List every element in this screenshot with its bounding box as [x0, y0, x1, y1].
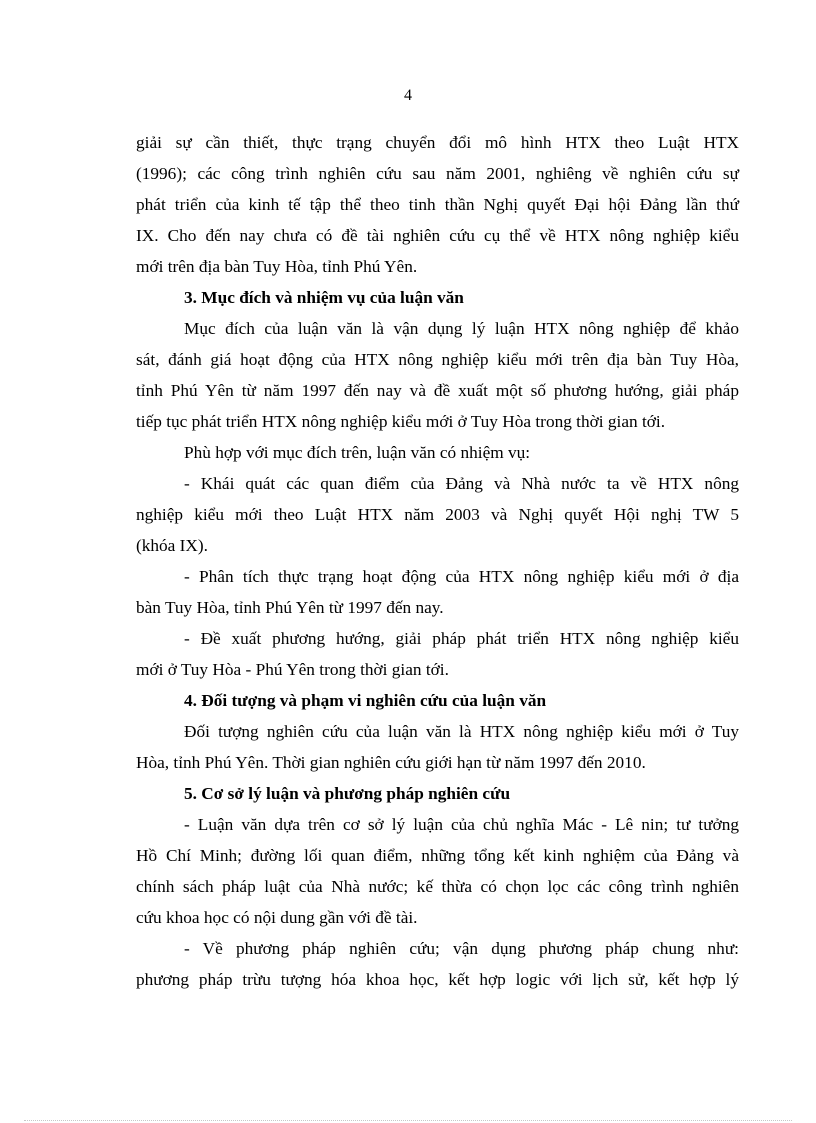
task-3-l2: mới ở Tuy Hòa - Phú Yên trong thời gian tới.	[136, 660, 449, 679]
page-content	[136, 127, 739, 995]
paragraph-intro-l1: giải sự cần thiết, thực trạng chuyển đổi mô hình HTX theo Luật HTX	[136, 133, 739, 152]
paragraph-basis-l1: - Luận văn dựa trên cơ sở lý luận của chủ nghĩa Mác - Lê nin; tư tưởng	[184, 815, 739, 834]
task-1-l2: nghiệp kiểu mới theo Luật HTX năm 2003 và Nghị quyết Hội nghị TW 5	[136, 505, 739, 524]
task-1-l1: - Khái quát các quan điểm của Đảng và Nhà nước ta về HTX nông	[184, 474, 739, 493]
paragraph-method-l2: phương pháp trừu tượng hóa khoa học, kết hợp logic với lịch sử, kết hợp lý	[136, 970, 739, 989]
heading-section-4: 4. Đối tượng và phạm vi nghiên cứu của luận văn	[184, 691, 547, 710]
paragraph-basis-l4: cứu khoa học có nội dung gần với đề tài.	[136, 908, 418, 927]
paragraph-purpose-l1: Mục đích của luận văn là vận dụng lý luận HTX nông nghiệp để khảo	[184, 319, 739, 338]
page-bottom-divider	[24, 1120, 792, 1121]
task-1-l3: (khóa IX).	[136, 536, 208, 555]
paragraph-tasks-intro: Phù hợp với mục đích trên, luận văn có nhiệm vụ:	[184, 443, 531, 462]
heading-section-3: 3. Mục đích và nhiệm vụ của luận văn	[184, 288, 464, 307]
paragraph-purpose-l4: tiếp tục phát triển HTX nông nghiệp kiểu mới ở Tuy Hòa trong thời gian tới.	[136, 412, 666, 431]
paragraph-purpose-l3: tỉnh Phú Yên từ năm 1997 đến nay và đề xuất một số phương hướng, giải pháp	[136, 381, 739, 400]
paragraph-intro-l5: mới trên địa bàn Tuy Hòa, tỉnh Phú Yên.	[136, 257, 418, 276]
task-2-l1: - Phân tích thực trạng hoạt động của HTX nông nghiệp kiểu mới ở địa	[184, 567, 739, 586]
task-2-l2: bàn Tuy Hòa, tỉnh Phú Yên từ 1997 đến nay.	[136, 598, 444, 617]
paragraph-intro-l2: (1996); các công trình nghiên cứu sau năm 2001, nghiêng về nghiên cứu sự	[136, 164, 739, 183]
paragraph-scope-l2: Hòa, tỉnh Phú Yên. Thời gian nghiên cứu giới hạn từ năm 1997 đến 2010.	[136, 753, 646, 772]
page-number: 4	[404, 87, 412, 104]
paragraph-basis-l2: Hồ Chí Minh; đường lối quan điểm, những tổng kết kinh nghiệm của Đảng và	[136, 846, 739, 865]
paragraph-scope-l1: Đối tượng nghiên cứu của luận văn là HTX nông nghiệp kiểu mới ở Tuy	[184, 722, 739, 741]
heading-section-5: 5. Cơ sở lý luận và phương pháp nghiên cứu	[184, 784, 511, 803]
paragraph-intro-l4: IX. Cho đến nay chưa có đề tài nghiên cứu cụ thể về HTX nông nghiệp kiểu	[136, 226, 739, 245]
task-3-l1: - Đề xuất phương hướng, giải pháp phát triển HTX nông nghiệp kiểu	[184, 629, 739, 648]
paragraph-purpose-l2: sát, đánh giá hoạt động của HTX nông nghiệp kiểu mới trên địa bàn Tuy Hòa,	[136, 350, 739, 369]
paragraph-intro-l3: phát triển của kinh tế tập thể theo tinh thần Nghị quyết Đại hội Đảng lần thứ	[136, 195, 739, 214]
paragraph-method-l1: - Về phương pháp nghiên cứu; vận dụng phương pháp chung như:	[184, 939, 739, 958]
paragraph-basis-l3: chính sách pháp luật của Nhà nước; kế thừa có chọn lọc các công trình nghiên	[136, 877, 739, 896]
